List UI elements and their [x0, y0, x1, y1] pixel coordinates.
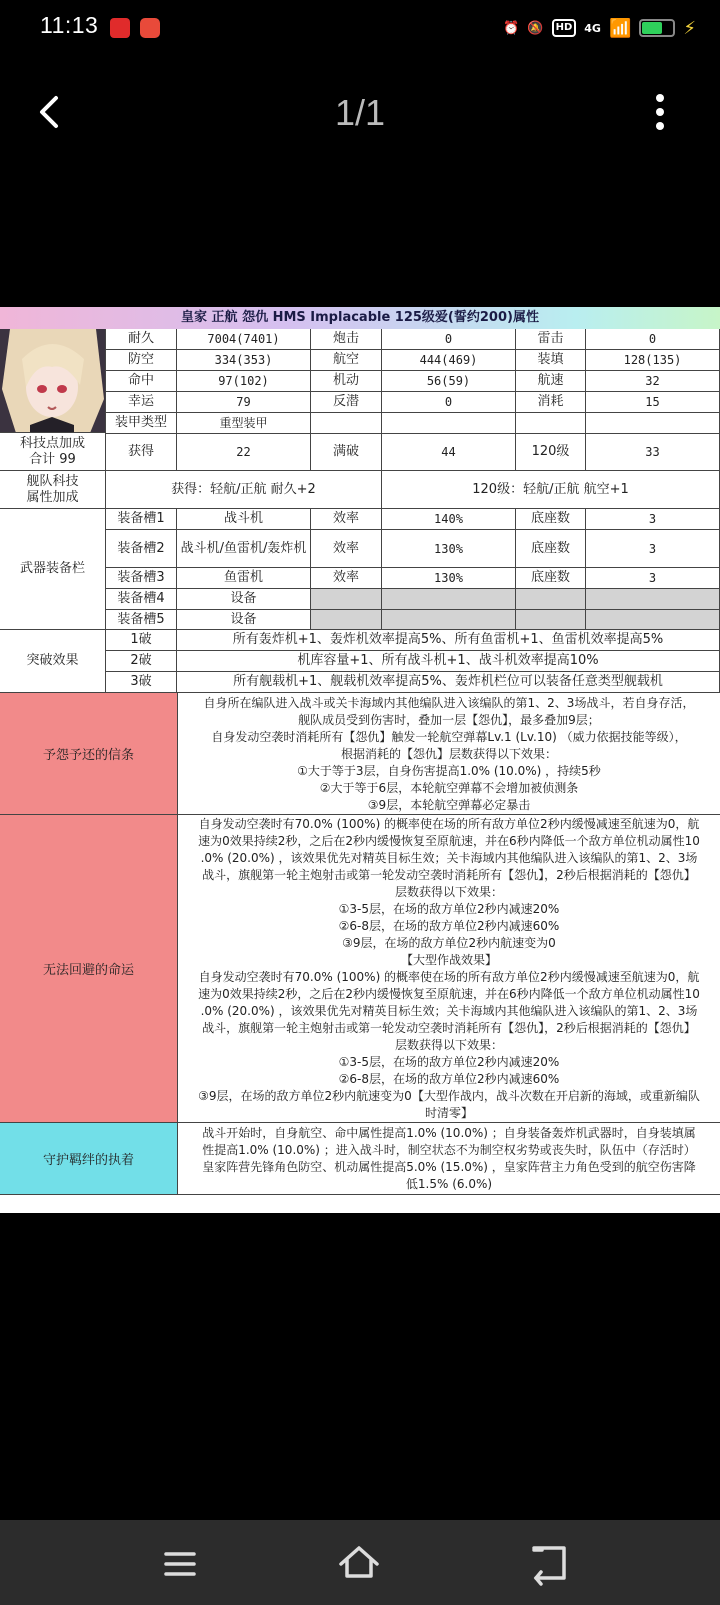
stat-label: 防空: [106, 350, 177, 371]
equip-cell: 鱼雷机: [177, 568, 311, 589]
status-bar: [0, 0, 720, 56]
stat-value: 7004(7401): [177, 329, 311, 350]
equip-cell: 底座数: [516, 509, 586, 530]
stat-label: 装填: [516, 350, 586, 371]
breakthrough-effect: 所有舰载机+1、舰载机效率提高5%、轰炸机栏位可以装备任意类型舰载机: [177, 672, 720, 693]
skill-desc-line: 速为0效果持续2秒，之后在2秒内缓慢恢复至原航速，并在6秒内降低一个敌方单位机动属性10: [198, 987, 700, 1001]
skill-desc-line: 【大型作战效果】: [400, 953, 497, 967]
stat-value: 0: [586, 329, 720, 350]
skill-2-desc: [178, 815, 720, 1123]
skill-desc-line: 时清零】: [424, 1106, 473, 1120]
stat-value: 重型装甲: [177, 413, 311, 434]
skill-desc-line: ③9层，在场的敌方单位2秒内航速变为0: [342, 936, 556, 950]
stat-label: 幸运: [106, 392, 177, 413]
equip-cell: 3: [586, 509, 720, 530]
tech-value: 44: [382, 433, 516, 471]
skill-desc-line: 战斗，旗舰第一轮主炮射击或第一轮发动空袭时消耗所有【怨仇】，2秒后根据消耗的【怨仇】: [202, 868, 696, 882]
recent-apps-button[interactable]: [158, 1542, 202, 1586]
signal-icon: 4G: [584, 21, 601, 35]
stat-label: [516, 413, 586, 434]
skill-1-desc: [178, 693, 720, 815]
home-icon: [337, 1542, 381, 1586]
stat-value: 97(102): [177, 371, 311, 392]
equip-cell: [516, 589, 586, 610]
charging-icon: ⚡: [683, 17, 696, 39]
equip-cell: 战斗机/鱼雷机/轰炸机: [177, 530, 311, 568]
stat-label: 航空: [311, 350, 382, 371]
equip-cell: [311, 589, 382, 610]
skill-desc-line: 自身发动空袭时有70.0% (100%) 的概率使在场的所有敌方单位2秒内缓慢减速至航速为0，航: [198, 817, 700, 831]
tech-label: 获得: [106, 433, 177, 471]
viewer-toolbar: [0, 70, 720, 154]
more-options-button[interactable]: [650, 94, 670, 130]
equip-cell: [382, 589, 516, 610]
navigation-bar: [0, 1520, 720, 1605]
equip-slot-label: 装备槽5: [106, 610, 177, 630]
skill-desc-line: ①大于等于3层，自身伤害提高1.0% (10.0%) ，持续5秒: [297, 764, 601, 778]
skill-desc-line: 自身所在编队进入战斗或关卡海域内其他编队进入该编队的第1、2、3场战斗，若自身存活，: [203, 696, 695, 710]
skill-desc-line: 层数获得以下效果：: [394, 885, 503, 899]
skill-desc-line: 性提高1.0% (10.0%) ；进入战斗时，制空状态不为制空权劣势或丧失时，队伍中（存活时）: [202, 1143, 696, 1157]
skill-desc-line: 低1.5% (6.0%): [405, 1177, 493, 1191]
skill-desc-line: 自身发动空袭时有70.0% (100%) 的概率使在场的所有敌方单位2秒内缓慢减速至航速为0，航: [198, 970, 700, 984]
stat-label: 消耗: [516, 392, 586, 413]
skill-desc-line: 自身发动空袭时消耗所有【怨仇】触发一轮航空弹幕Lv.1 (Lv.10) （威力依据技能等级），: [211, 730, 687, 744]
equip-cell: 底座数: [516, 530, 586, 568]
stat-label: 反潜: [311, 392, 382, 413]
equipment-label: 武器装备栏: [0, 509, 106, 630]
page-indicator: 1/1: [334, 92, 386, 133]
skill-desc-line: ①3-5层，在场的敌方单位2秒内减速20%: [338, 902, 560, 916]
stat-value: 128(135): [586, 350, 720, 371]
equip-cell: 130%: [382, 568, 516, 589]
stat-label: [311, 413, 382, 434]
fleet-tech-level120: 120级：轻航/正航 航空+1: [382, 471, 720, 509]
maps-notification-icon: [110, 18, 130, 38]
equip-slot-label: 装备槽1: [106, 509, 177, 530]
tech-value: 22: [177, 433, 311, 471]
equip-cell: 设备: [177, 589, 311, 610]
tech-label: 120级: [516, 433, 586, 471]
stat-label: 航速: [516, 371, 586, 392]
equip-slot-label: 装备槽2: [106, 530, 177, 568]
skill-3-name: 守护羁绊的执着: [0, 1123, 178, 1195]
breakthrough-level: 3破: [106, 672, 177, 693]
tech-label: 满破: [311, 433, 382, 471]
mute-icon: 🔕: [527, 20, 544, 36]
skill-desc-line: ③9层，本轮航空弹幕必定暴击: [367, 798, 531, 812]
clock: 11:13: [40, 12, 99, 38]
stat-value: 0: [382, 392, 516, 413]
skill-desc-line: ①3-5层，在场的敌方单位2秒内减速20%: [338, 1055, 560, 1069]
skill-desc-line: ②6-8层，在场的敌方单位2秒内减速60%: [338, 919, 560, 933]
stat-label: 机动: [311, 371, 382, 392]
stat-value: 0: [382, 329, 516, 350]
skill-desc-line: .0% (20.0%) ，该效果优先对精英目标生效；关卡海域内其他编队进入该编队的第1、2、3场: [200, 1004, 698, 1018]
alarm-icon: ⏰: [503, 20, 520, 36]
stat-label: 耐久: [106, 329, 177, 350]
breakthrough-effect: 所有轰炸机+1、轰炸机效率提高5%、所有鱼雷机+1、鱼雷机效率提高5%: [177, 630, 720, 651]
equip-cell: 设备: [177, 610, 311, 630]
equip-cell: 效率: [311, 568, 382, 589]
equip-cell: 3: [586, 568, 720, 589]
equip-cell: 战斗机: [177, 509, 311, 530]
stat-value: 79: [177, 392, 311, 413]
breakthrough-label: 突破效果: [0, 630, 106, 693]
skill-2-name: 无法回避的命运: [0, 815, 178, 1123]
ship-stats-sheet: [0, 307, 720, 1213]
stat-value: 444(469): [382, 350, 516, 371]
skill-desc-line: ②大于等于6层，本轮航空弹幕不会增加被侦测条: [319, 781, 579, 795]
skill-desc-line: ③9层，在场的敌方单位2秒内航速变为0【大型作战内，战斗次数在开启新的海域，或重新编队: [198, 1089, 700, 1103]
stat-label: 装甲类型: [106, 413, 177, 434]
tech-value: 33: [586, 433, 720, 471]
equip-cell: [382, 610, 516, 630]
stat-value: 334(353): [177, 350, 311, 371]
skill-3-desc: [178, 1123, 720, 1195]
stat-value: 15: [586, 392, 720, 413]
equip-cell: 效率: [311, 530, 382, 568]
skill-desc-line: .0% (20.0%) ，该效果优先对精英目标生效；关卡海域内其他编队进入该编队的第1、2、3场: [200, 851, 698, 865]
hd-icon: HD: [552, 19, 577, 37]
menu-icon: [158, 1542, 202, 1586]
battery-icon: [639, 19, 675, 37]
return-icon: [528, 1542, 572, 1586]
equip-cell: [586, 610, 720, 630]
breakthrough-effect: 机库容量+1、所有战斗机+1、战斗机效率提高10%: [177, 651, 720, 672]
equip-cell: 3: [586, 530, 720, 568]
skill-desc-line: 战斗，旗舰第一轮主炮射击或第一轮发动空袭时消耗所有【怨仇】，2秒后根据消耗的【怨仇】: [202, 1021, 696, 1035]
sheet-title: 皇家 正航 怨仇 HMS Implacable 125级爱(誓约200)属性: [0, 307, 720, 329]
fleet-tech-obtain: 获得：轻航/正航 耐久+2: [106, 471, 382, 509]
character-portrait: [0, 329, 106, 433]
skill-desc-line: 速为0效果持续2秒，之后在2秒内缓慢恢复至原航速，并在6秒内降低一个敌方单位机动属性10: [198, 834, 700, 848]
stat-label: 雷击: [516, 329, 586, 350]
equip-slot-label: 装备槽4: [106, 589, 177, 610]
skill-desc-line: ②6-8层，在场的敌方单位2秒内减速60%: [338, 1072, 560, 1086]
stat-value: [586, 413, 720, 434]
skill-desc-line: 战斗开始时，自身航空、命中属性提高1.0% (10.0%) ；自身装备轰炸机武器时，自身装填属: [202, 1126, 696, 1140]
breakthrough-level: 1破: [106, 630, 177, 651]
equip-cell: 140%: [382, 509, 516, 530]
fleet-tech-label: 舰队科技 属性加成: [0, 471, 106, 509]
stat-value: 32: [586, 371, 720, 392]
equip-cell: 130%: [382, 530, 516, 568]
equip-cell: 效率: [311, 509, 382, 530]
home-button[interactable]: [337, 1542, 381, 1586]
stat-label: 炮击: [311, 329, 382, 350]
equip-cell: [311, 610, 382, 630]
skill-desc-line: 层数获得以下效果：: [394, 1038, 503, 1052]
back-nav-button[interactable]: [528, 1542, 572, 1586]
wifi-icon: 📶: [608, 17, 632, 39]
skill-desc-line: 根据消耗的【怨仇】层数获得以下效果：: [340, 747, 557, 761]
skill-1-name: 予怨予还的信条: [0, 693, 178, 815]
video-notification-icon: [140, 18, 160, 38]
stat-value: 56(59): [382, 371, 516, 392]
breakthrough-level: 2破: [106, 651, 177, 672]
skill-desc-line: 皇家阵营先锋角色防空、机动属性提高5.0% (15.0%) ，皇家阵营主力角色受到的航空伤害降: [202, 1160, 696, 1174]
tech-points-label: 科技点加成 合计 99: [0, 433, 106, 471]
equip-cell: [516, 610, 586, 630]
stat-value: [382, 413, 516, 434]
stat-label: 命中: [106, 371, 177, 392]
equip-cell: [586, 589, 720, 610]
equip-slot-label: 装备槽3: [106, 568, 177, 589]
equip-cell: 底座数: [516, 568, 586, 589]
skill-desc-line: 舰队成员受到伤害时，叠加一层【怨仇】，最多叠加9层；: [298, 713, 600, 727]
